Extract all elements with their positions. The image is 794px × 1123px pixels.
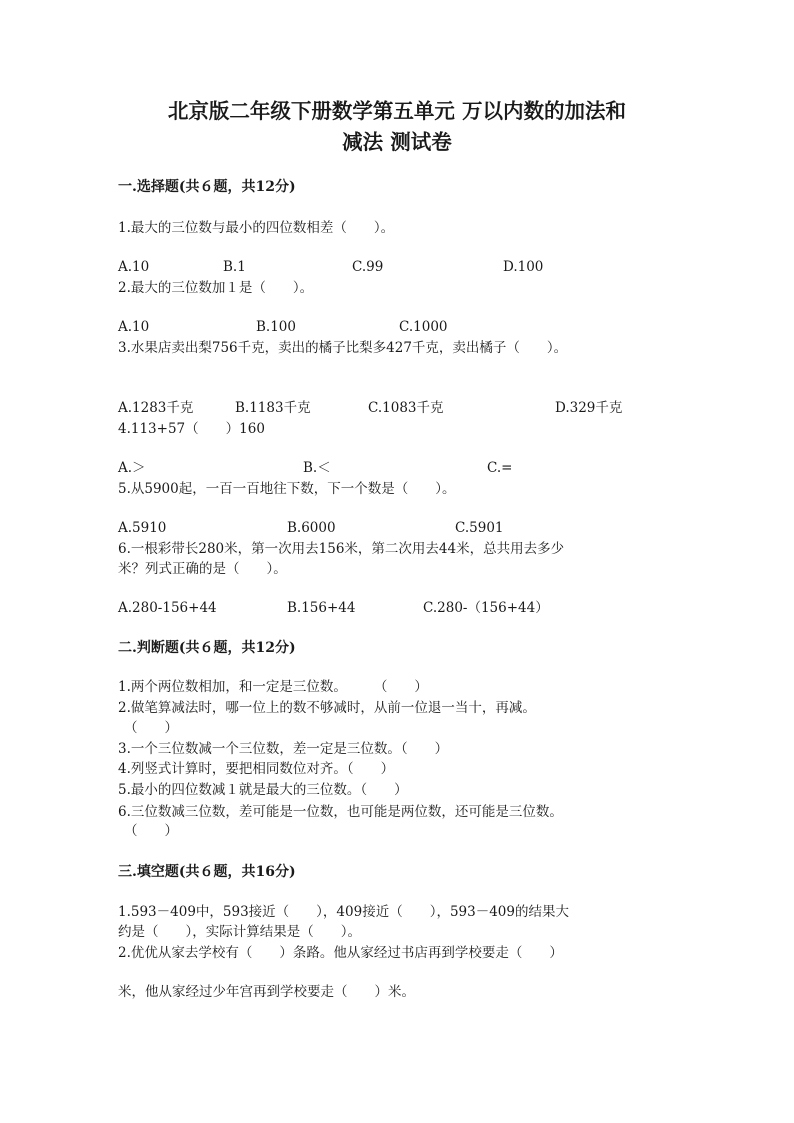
judge-item-4: 4.列竖式计算时，要把相同数位对齐。（ ） [118,761,395,777]
q3-option-a: A.1283千克 [118,400,194,416]
question-6-line-1: 6.一根彩带长280米，第一次用去156米，第二次用去44米，总共用去多少 [118,541,565,557]
q3-option-c: C.1083千克 [368,400,444,416]
q2-option-b: B.100 [256,319,296,335]
q5-option-c: C.5901 [455,520,504,536]
fill-item-2-line-2: 米，他从家经过少年宫再到学校要走（ ）米。 [118,984,415,1000]
question-5: 5.从5900起，一百一百地往下数，下一个数是（ ）。 [118,481,456,497]
judge-item-5: 5.最小的四位数减１就是最大的三位数。（ ） [118,782,408,798]
fill-item-1-line-2: 约是（ ），实际计算结果是（ ）。 [118,924,361,940]
q4-option-c: C.= [487,460,513,476]
question-3: 3.水果店卖出梨756千克，卖出的橘子比梨多427千克，卖出橘子（ ）。 [118,340,568,356]
judge-item-3: 3.一个三位数减一个三位数，差一定是三位数。（ ） [118,741,449,757]
title-line-1: 北京版二年级下册数学第五单元 万以内数的加法和 [167,99,627,123]
question-2: 2.最大的三位数加１是（ ）。 [118,280,314,296]
fill-item-1-line-1: 1.593－409中，593接近（ ），409接近（ ），593－409的结果大 [118,904,569,920]
judge-item-2: 2.做笔算减法时，哪一位上的数不够减时，从前一位退一当十，再减。 [118,700,536,716]
q1-option-c: C.99 [352,259,384,275]
q6-option-a: A.280-156+44 [118,600,217,616]
title-line-2: 减法 测试卷 [342,130,452,154]
q3-option-d: D.329千克 [555,400,623,416]
fill-item-2-line-1: 2.优优从家去学校有（ ）条路。他从家经过书店再到学校要走（ ） [118,945,563,961]
q1-option-a: A.10 [118,259,150,275]
judge-item-2-blank: （ ） [124,720,178,736]
q6-option-c: C.280-（156+44） [423,600,549,616]
q6-option-b: B.156+44 [287,600,356,616]
question-1: 1.最大的三位数与最小的四位数相差（ ）。 [118,220,395,236]
q4-option-b: B.＜ [303,460,331,476]
q5-option-b: B.6000 [287,520,336,536]
section-heading-judge: 二.判断题(共６题，共12分) [118,640,296,656]
section-heading-choice: 一.选择题(共６题，共12分) [118,179,296,195]
q2-option-c: C.1000 [399,319,448,335]
question-4: 4.113+57（ ）160 [118,421,265,437]
q3-option-b: B.1183千克 [235,400,311,416]
judge-item-6-blank: （ ） [124,823,178,839]
section-heading-fill: 三.填空题(共６题，共16分) [118,864,296,880]
q4-option-a: A.＞ [118,460,146,476]
page-title [100,96,694,158]
q2-option-a: A.10 [118,319,150,335]
question-6-line-2: 米？列式正确的是（ ）。 [118,561,287,577]
q5-option-a: A.5910 [118,520,167,536]
q1-option-d: D.100 [503,259,544,275]
judge-item-1: 1.两个两位数相加，和一定是三位数。 （ ） [118,679,428,695]
judge-item-6: 6.三位数减三位数，差可能是一位数，也可能是两位数，还可能是三位数。 [118,804,563,820]
q1-option-b: B.1 [223,259,246,275]
